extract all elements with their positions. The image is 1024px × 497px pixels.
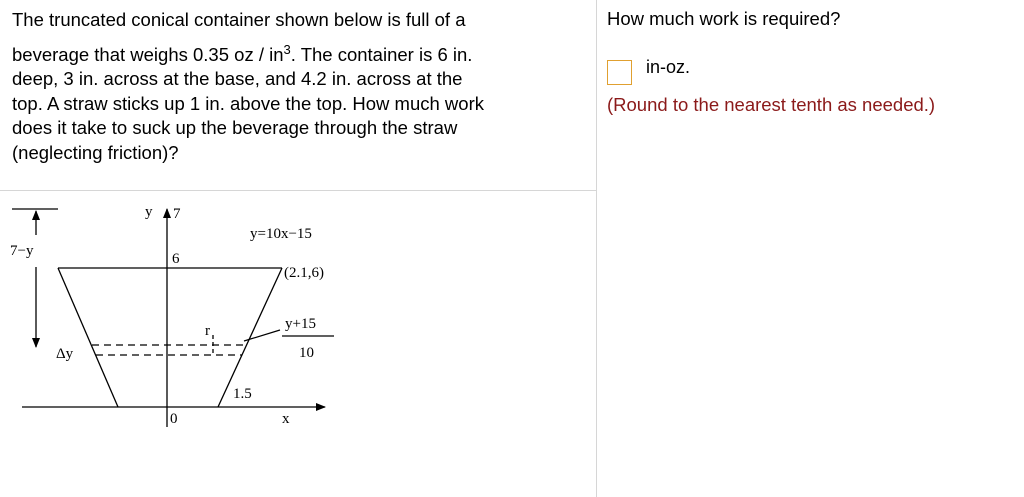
x-axis-label: x bbox=[282, 411, 290, 427]
point-label: (2.1,6) bbox=[284, 265, 324, 281]
problem-line bbox=[12, 38, 587, 68]
fraction-numerator: y+15 bbox=[285, 316, 316, 332]
diagram-svg bbox=[0, 195, 596, 497]
line-equation: y=10x−15 bbox=[250, 226, 312, 242]
problem-line: The truncated conical container shown below is full of a bbox=[12, 9, 466, 30]
problem-statement bbox=[12, 8, 587, 165]
tick-6-label: 6 bbox=[172, 251, 180, 267]
y-top-value: 7 bbox=[173, 206, 181, 222]
y-axis-label: y bbox=[145, 204, 153, 220]
answer-row bbox=[607, 57, 691, 85]
answer-unit: in-oz. bbox=[646, 57, 691, 77]
rounding-hint: (Round to the nearest tenth as needed.) bbox=[607, 94, 936, 115]
base-half-label: 1.5 bbox=[233, 386, 252, 402]
section-divider bbox=[0, 190, 596, 191]
superscript: 3 bbox=[283, 41, 291, 57]
origin-label: 0 bbox=[170, 411, 178, 427]
problem-line: (neglecting friction)? bbox=[12, 141, 179, 163]
answer-pane bbox=[597, 0, 1024, 497]
problem-line: does it take to suck up the beverage through the straw bbox=[12, 117, 458, 139]
dy-label: Δy bbox=[56, 346, 74, 362]
radius-label: r bbox=[205, 323, 210, 339]
container-diagram bbox=[0, 195, 596, 497]
problem-line-text: beverage that weighs 0.35 oz / in bbox=[12, 43, 284, 65]
problem-line: deep, 3 in. across at the base, and 4.2 in. across at the bbox=[12, 68, 463, 90]
fraction-denominator: 10 bbox=[299, 345, 314, 361]
answer-input[interactable] bbox=[607, 60, 632, 85]
radius-pointer bbox=[244, 330, 280, 341]
question-text: How much work is required? bbox=[607, 8, 841, 29]
problem-line: top. A straw sticks up 1 in. above the top. How much work bbox=[12, 92, 484, 114]
depth-label: 7−y bbox=[10, 243, 34, 259]
container-left-side bbox=[58, 268, 118, 407]
problem-line-text: . The container is 6 in. bbox=[290, 43, 473, 65]
